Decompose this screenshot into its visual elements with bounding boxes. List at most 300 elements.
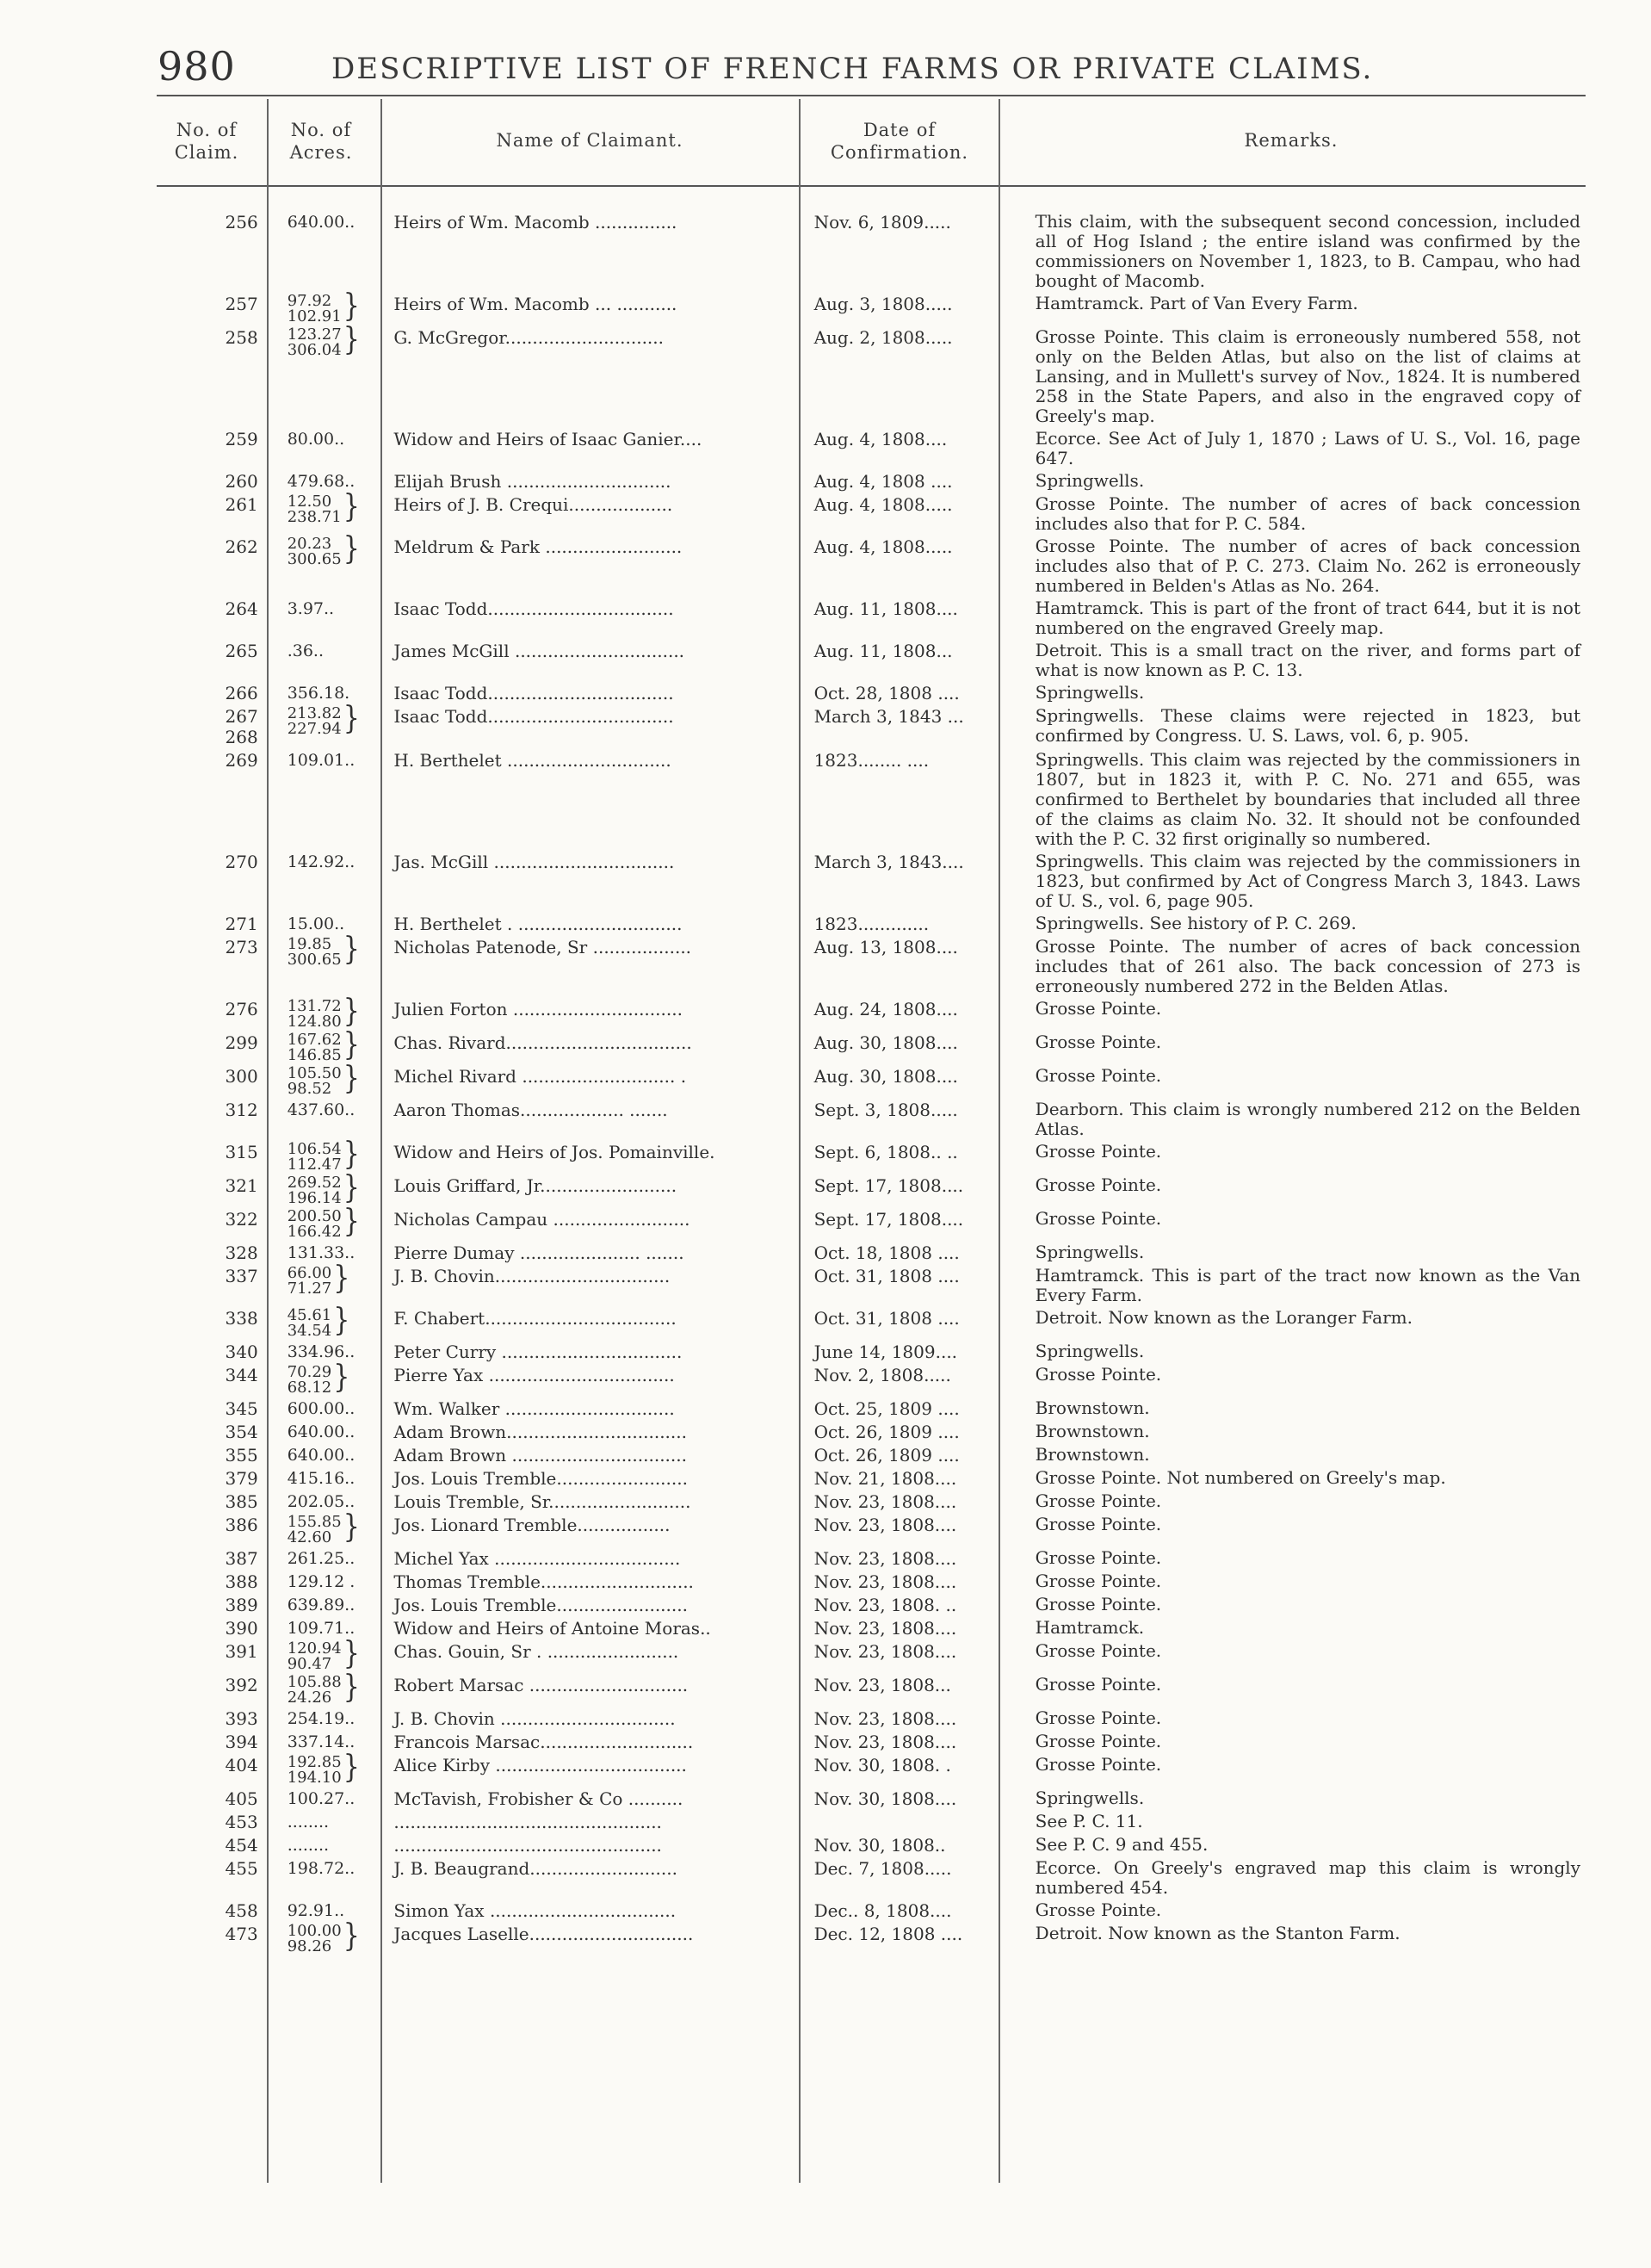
confirmation-date: Aug. 30, 1808.... <box>813 1066 958 1087</box>
confirmation-date: Aug. 4, 1808.... <box>813 429 948 449</box>
header-rule <box>157 185 1586 187</box>
brace-glyph: } <box>343 530 360 567</box>
acres-value: ........ <box>287 1836 330 1855</box>
acres-pair <box>288 1675 342 1706</box>
remarks: Hamtramck. This is part of the tract now known as the Van Every Farm. <box>1035 1265 1580 1305</box>
acres-value: 198.72.. <box>287 1859 356 1878</box>
brace-glyph: } <box>343 993 360 1030</box>
confirmation-date: 1823............. <box>813 914 930 934</box>
claim-number: 355 <box>225 1445 258 1466</box>
claimant-name: Alice Kirby ................................... <box>393 1755 687 1775</box>
claim-number: 394 <box>225 1732 258 1752</box>
acres-value: 105.50 <box>287 1064 342 1082</box>
remarks: Grosse Pointe. <box>1035 1208 1162 1229</box>
claim-number: 392 <box>225 1675 258 1695</box>
claim-number: 261 <box>225 494 258 515</box>
acres-value: 12.50 <box>287 493 332 511</box>
acres-value: 123.27 <box>287 325 342 344</box>
table-row <box>157 749 1586 851</box>
acres-pair <box>288 1515 342 1546</box>
acres-value: 639.89.. <box>287 1596 356 1614</box>
acres-value: 98.52 <box>287 1080 332 1098</box>
confirmation-date: Sept. 17, 1808.... <box>813 1209 964 1230</box>
acres-pair <box>288 1032 342 1063</box>
claim-number: 321 <box>225 1175 258 1196</box>
confirmation-date: Aug. 13, 1808.... <box>813 937 958 957</box>
brace-glyph: } <box>343 931 360 968</box>
acres <box>274 1899 389 1923</box>
confirmation-date: Aug. 11, 1808... <box>813 641 953 661</box>
claim-number: 390 <box>225 1618 258 1639</box>
acres-value: 71.27 <box>287 1280 332 1298</box>
acres-value: 109.71.. <box>287 1619 356 1638</box>
table-row <box>157 1674 1586 1707</box>
running-head: DESCRIPTIVE LIST OF FRENCH FARMS OR PRIVATE CLAIMS. <box>331 52 1374 86</box>
acres <box>274 598 389 640</box>
acres-value: 80.00.. <box>287 430 345 449</box>
brace-glyph: } <box>343 1918 360 1955</box>
claimant-name: Simon Yax .................................. <box>393 1900 677 1921</box>
claimant-name: Louis Tremble, Sr.......................... <box>393 1491 691 1512</box>
table-row <box>157 1099 1586 1141</box>
remarks: Springwells. <box>1035 470 1145 491</box>
claimant-name: Julien Forton ............................... <box>393 999 683 1019</box>
brace-glyph: } <box>343 1509 360 1546</box>
remarks: Grosse Pointe. <box>1035 1571 1162 1591</box>
table-row <box>157 1594 1586 1617</box>
claimant-name: ................................................. <box>393 1812 662 1832</box>
brace-glyph: } <box>343 488 360 525</box>
acres <box>274 1731 389 1754</box>
table-row <box>157 851 1586 913</box>
confirmation-date: Nov. 23, 1808.... <box>813 1732 957 1752</box>
acres-pair <box>288 1308 332 1339</box>
confirmation-date: Aug. 4, 1808 .... <box>813 471 953 492</box>
claimant-name: Isaac Todd.................................. <box>393 683 674 703</box>
acres <box>274 1834 389 1857</box>
table-row <box>157 536 1586 598</box>
table-row <box>157 211 1586 293</box>
acres-value: 100.00 <box>287 1922 342 1940</box>
table-row <box>157 1811 1586 1834</box>
acres <box>274 1026 389 1065</box>
claimant-name: Pierre Dumay ...................... ....... <box>393 1242 684 1263</box>
acres <box>274 1594 389 1617</box>
acres-value: 45.61 <box>287 1306 332 1324</box>
brace-glyph: } <box>343 1026 360 1063</box>
acres-value: 98.26 <box>287 1937 332 1955</box>
claim-number: 271 <box>225 914 258 934</box>
acres-value: 105.88 <box>287 1673 342 1691</box>
table-row <box>157 1341 1586 1364</box>
remarks: Grosse Pointe. This claim is erroneously numbered 558, not only on the Belden Atlas, but also on the list of claims at Lansing, and in Mullett's survey of Nov., 1824. It is numbered 258 in the State Papers, and also in the engraved copy of Greely's map. <box>1035 326 1580 426</box>
acres-value: 300.65 <box>287 550 342 568</box>
claim-number: 264 <box>225 598 258 619</box>
claim-number: 315 <box>225 1142 258 1162</box>
remarks: Springwells. <box>1035 682 1145 703</box>
acres-value: 196.14 <box>287 1189 342 1207</box>
acres <box>274 1669 389 1707</box>
brace-glyph: } <box>343 1635 360 1672</box>
remarks: Grosse Pointe. <box>1035 1065 1162 1086</box>
acres <box>274 1341 389 1364</box>
confirmation-date: Nov. 23, 1808... <box>813 1675 951 1695</box>
table-row <box>157 1754 1586 1788</box>
table-row <box>157 428 1586 470</box>
claim-number: 265 <box>225 641 258 661</box>
acres <box>274 1421 389 1444</box>
acres <box>274 1136 389 1174</box>
claim-number: 259 <box>225 429 258 449</box>
acres-pair <box>288 494 342 525</box>
claim-number: 328 <box>225 1242 258 1263</box>
acres-value: 254.19.. <box>287 1709 356 1728</box>
brace-glyph: } <box>333 1359 350 1396</box>
brace-glyph: } <box>333 1260 350 1297</box>
acres <box>274 1169 389 1208</box>
confirmation-date: Nov. 30, 1808.. <box>813 1835 946 1856</box>
claimant-name: Aaron Thomas................... ....... <box>393 1100 668 1120</box>
header-acres: No. of Acres. <box>289 120 353 163</box>
remarks: Springwells. <box>1035 1242 1145 1262</box>
confirmation-date: Aug. 2, 1808..... <box>813 327 953 348</box>
claim-number: 273 <box>225 937 258 957</box>
acres-value: 269.52 <box>287 1174 342 1192</box>
acres <box>274 321 389 428</box>
claimant-name: Jos. Lionard Tremble................. <box>393 1515 671 1535</box>
table-row <box>157 1032 1586 1065</box>
remarks: Grosse Pointe. <box>1035 1514 1162 1534</box>
claim-number: 270 <box>225 852 258 872</box>
table-row <box>157 1640 1586 1674</box>
brace-glyph: } <box>343 1136 360 1173</box>
table-row <box>157 598 1586 640</box>
acres-value: 19.85 <box>287 935 332 953</box>
acres <box>274 211 389 293</box>
acres-value: 479.68.. <box>287 472 356 491</box>
table-row <box>157 293 1586 326</box>
claimant-name: Isaac Todd.................................. <box>393 598 674 619</box>
remarks: Grosse Pointe. <box>1035 1731 1162 1751</box>
table-row <box>157 1857 1586 1899</box>
confirmation-date: Dec. 12, 1808 .... <box>813 1924 963 1944</box>
claim-number: 337 <box>225 1266 258 1286</box>
remarks: Brownstown. <box>1035 1444 1150 1465</box>
claim-number: 300 <box>225 1066 258 1087</box>
confirmation-date: Nov. 23, 1808.... <box>813 1548 957 1569</box>
acres-value: 70.29 <box>287 1363 332 1381</box>
remarks: Detroit. Now known as the Loranger Farm. <box>1035 1307 1413 1328</box>
acres <box>274 1359 389 1397</box>
claimant-name: Heirs of J. B. Crequi................... <box>393 494 673 515</box>
claim-number: 405 <box>225 1788 258 1809</box>
acres-value: 142.92.. <box>287 852 356 871</box>
claimant-name: ................................................. <box>393 1835 662 1856</box>
table-row <box>157 326 1586 428</box>
remarks: Ecorce. On Greely's engraved map this claim is wrongly numbered 454. <box>1035 1857 1580 1898</box>
acres-value: 167.62 <box>287 1031 342 1049</box>
remarks: Grosse Pointe. <box>1035 1754 1162 1775</box>
acres <box>274 700 389 749</box>
claimant-name: Isaac Todd.................................. <box>393 706 674 727</box>
acres-value: 356.18. <box>287 684 350 703</box>
confirmation-date: Dec.. 8, 1808.... <box>813 1900 952 1921</box>
acres-pair <box>288 937 342 968</box>
acres-pair <box>288 1755 342 1786</box>
acres-pair <box>288 1175 342 1206</box>
table-row <box>157 1397 1586 1421</box>
acres <box>274 1467 389 1490</box>
claimant-name: J. B. Beaugrand........................... <box>393 1858 677 1879</box>
acres-value: 640.00.. <box>287 213 356 232</box>
acres-value: 112.47 <box>287 1156 342 1174</box>
top-rule <box>157 95 1586 96</box>
acres-pair <box>288 1641 342 1672</box>
brace-glyph: } <box>343 288 360 325</box>
remarks: Grosse Pointe. <box>1035 1674 1162 1695</box>
acres <box>274 1444 389 1467</box>
claimant-name: Chas. Gouin, Sr . ........................ <box>393 1641 679 1662</box>
acres-value: 66.00 <box>287 1264 332 1282</box>
acres-value: 300.65 <box>287 951 342 969</box>
header-claim-no: No. of Claim. <box>174 120 239 163</box>
acres-value: 131.33.. <box>287 1243 356 1262</box>
acres-value: 437.60.. <box>287 1100 356 1119</box>
claim-number: 387 <box>225 1548 258 1569</box>
claim-number: 340 <box>225 1342 258 1362</box>
acres-value: 261.25.. <box>287 1549 356 1568</box>
claim-number: 276 <box>225 999 258 1019</box>
claimant-name: Elijah Brush .............................. <box>393 471 671 492</box>
acres <box>274 1490 389 1514</box>
claim-number: 379 <box>225 1468 258 1489</box>
acres-pair <box>288 999 342 1030</box>
acres-value: 124.80 <box>287 1013 342 1031</box>
remarks: This claim, with the subsequent second concession, included all of Hog Island ; the entire island was confirmed by the commissioners on November 1, 1823, to B. Campau, who had bought of Macomb. <box>1035 211 1580 291</box>
acres-value: 68.12 <box>287 1379 332 1397</box>
remarks: Springwells. <box>1035 1341 1145 1361</box>
claim-number: 266 <box>225 683 258 703</box>
table-row <box>157 1788 1586 1811</box>
acres-value: 90.47 <box>287 1655 332 1673</box>
confirmation-date: Aug. 4, 1808..... <box>813 494 953 515</box>
acres-value: 600.00.. <box>287 1399 356 1418</box>
claimant-name: Pierre Yax .................................. <box>393 1365 675 1385</box>
confirmation-date: Nov. 23, 1808.... <box>813 1618 957 1639</box>
acres-pair <box>288 1066 342 1097</box>
remarks: Grosse Pointe. <box>1035 1899 1162 1920</box>
acres-value: 24.26 <box>287 1689 332 1707</box>
brace-glyph: } <box>343 700 360 737</box>
acres <box>274 749 389 851</box>
acres <box>274 470 389 493</box>
acres-value: 120.94 <box>287 1639 342 1658</box>
claimant-name: Robert Marsac ............................. <box>393 1675 689 1695</box>
acres <box>274 1857 389 1899</box>
table-row <box>157 1514 1586 1547</box>
claimant-name: Heirs of Wm. Macomb ............... <box>393 212 677 232</box>
acres <box>274 488 389 536</box>
claim-number: 354 <box>225 1422 258 1442</box>
table-row <box>157 705 1586 749</box>
claimant-name: J. B. Chovin................................ <box>393 1266 671 1286</box>
acres-value: 34.54 <box>287 1322 332 1340</box>
claim-number: 322 <box>225 1209 258 1230</box>
acres-value: 97.92 <box>287 292 332 310</box>
acres-value: ........ <box>287 1813 330 1831</box>
claim-number: 404 <box>225 1755 258 1775</box>
acres <box>274 1302 389 1341</box>
acres-value: 166.42 <box>287 1223 342 1241</box>
claimant-name: G. McGregor............................. <box>393 327 664 348</box>
remarks: Grosse Pointe. <box>1035 1707 1162 1728</box>
acres <box>274 1260 389 1307</box>
acres-value: 155.85 <box>287 1513 342 1531</box>
claim-number: 391 <box>225 1641 258 1662</box>
claimant-name: Widow and Heirs of Antoine Moras.. <box>393 1618 711 1639</box>
remarks: Grosse Pointe. <box>1035 1594 1162 1614</box>
acres <box>274 1918 389 1956</box>
acres-pair <box>288 1924 342 1955</box>
table-row <box>157 1731 1586 1754</box>
claimant-name: Meldrum & Park ......................... <box>393 536 683 557</box>
remarks: Detroit. This is a small tract on the river, and forms part of what is now known as P. C. 13. <box>1035 640 1580 680</box>
claimant-name: H. Berthelet . .............................. <box>393 914 683 934</box>
brace-glyph: } <box>343 1669 360 1706</box>
claim-number: 454 <box>225 1835 258 1856</box>
remarks: Hamtramck. <box>1035 1617 1145 1638</box>
acres <box>274 1811 389 1834</box>
confirmation-date: March 3, 1843 ... <box>813 706 964 727</box>
claimant-name: Jacques Laselle.............................. <box>393 1924 694 1944</box>
claimant-name: Michel Yax .................................. <box>393 1548 681 1569</box>
confirmation-date: March 3, 1843.... <box>813 852 964 872</box>
confirmation-date <box>809 1811 1020 1834</box>
claim-number: 393 <box>225 1708 258 1729</box>
acres <box>274 640 389 682</box>
remarks: Hamtramck. This is part of the front of tract 644, but it is not numbered on the engraved Greely map. <box>1035 598 1580 638</box>
claimant-name: Chas. Rivard.................................. <box>393 1032 692 1053</box>
table-row <box>157 1364 1586 1397</box>
acres-value: 200.50 <box>287 1207 342 1225</box>
remarks: Grosse Pointe. The number of acres of back concession includes also that of P. C. 273. Claim No. 262 is erroneously numbered in Belden's Atlas as No. 264. <box>1035 536 1580 596</box>
confirmation-date: Oct. 31, 1808 .... <box>813 1266 960 1286</box>
acres <box>274 1509 389 1547</box>
remarks: See P. C. 11. <box>1035 1811 1143 1831</box>
claim-number: 299 <box>225 1032 258 1053</box>
remarks: Grosse Pointe. <box>1035 1490 1162 1511</box>
confirmation-date: Sept. 6, 1808.. .. <box>813 1142 958 1162</box>
confirmation-date: Oct. 31, 1808 .... <box>813 1308 960 1329</box>
claimant-name: Widow and Heirs of Jos. Pomainville. <box>393 1142 715 1162</box>
acres-pair <box>288 1142 342 1173</box>
remarks: Grosse Pointe. The number of acres of back concession includes that of 261 also. The back concession of 273 is erroneously numbered 272 in the Belden Atlas. <box>1035 936 1580 996</box>
acres-value: 100.27.. <box>287 1789 356 1808</box>
acres-value: .36.. <box>287 641 324 660</box>
acres-value: 194.10 <box>287 1769 342 1787</box>
table-row <box>157 470 1586 493</box>
acres <box>274 993 389 1032</box>
claimant-name: Nicholas Campau ......................... <box>393 1209 690 1230</box>
header-claimant: Name of Claimant. <box>496 130 683 151</box>
claimant-name: Nicholas Patenode, Sr .................. <box>393 937 692 957</box>
acres-value: 337.14.. <box>287 1732 356 1751</box>
claim-number: 312 <box>225 1100 258 1120</box>
confirmation-date: Nov. 2, 1808..... <box>813 1365 951 1385</box>
header-date: Date of Confirmation. <box>830 120 969 163</box>
acres-value: 227.94 <box>287 720 342 738</box>
acres-value: 238.71 <box>287 508 342 526</box>
acres-value: 202.05.. <box>287 1492 356 1511</box>
claim-number: 269 <box>225 750 258 771</box>
confirmation-date: Nov. 6, 1809..... <box>813 212 951 232</box>
acres <box>274 682 389 705</box>
acres-value: 306.04 <box>287 341 342 359</box>
claimant-name: McTavish, Frobisher & Co .......... <box>393 1788 683 1809</box>
table-row <box>157 1208 1586 1242</box>
claim-number: 388 <box>225 1571 258 1592</box>
confirmation-date: Oct. 26, 1809 .... <box>813 1422 960 1442</box>
remarks: Detroit. Now known as the Stanton Farm. <box>1035 1923 1401 1943</box>
acres-value: 415.16.. <box>287 1469 356 1488</box>
table-row <box>157 493 1586 536</box>
brace-glyph: } <box>333 1302 350 1339</box>
table-row <box>157 1490 1586 1514</box>
acres-value: 640.00.. <box>287 1422 356 1441</box>
brace-glyph: } <box>343 1749 360 1786</box>
remarks: Grosse Pointe. <box>1035 998 1162 1019</box>
claimant-name: Adam Brown................................. <box>393 1422 687 1442</box>
remarks: Springwells. These claims were rejected in 1823, but confirmed by Congress. U. S. Laws, vol. 6, p. 905. <box>1035 705 1580 746</box>
claim-number: 257 <box>225 294 258 314</box>
claim-number: 453 <box>225 1812 258 1832</box>
remarks: Grosse Pointe. <box>1035 1032 1162 1052</box>
acres <box>274 1707 389 1731</box>
acres <box>274 913 389 936</box>
confirmation-date: Dec. 7, 1808..... <box>813 1858 952 1879</box>
acres-value: 129.12 . <box>287 1572 356 1591</box>
remarks: Brownstown. <box>1035 1397 1150 1418</box>
header-remarks: Remarks. <box>1244 130 1339 151</box>
confirmation-date: Nov. 30, 1808. . <box>813 1755 951 1775</box>
confirmation-date: Nov. 23, 1808.... <box>813 1571 957 1592</box>
acres <box>274 288 389 326</box>
acres-value: 192.85 <box>287 1753 342 1771</box>
acres-pair <box>288 1209 342 1240</box>
table-row <box>157 1707 1586 1731</box>
remarks: See P. C. 9 and 455. <box>1035 1834 1209 1855</box>
table-row <box>157 1467 1586 1490</box>
acres <box>274 851 389 913</box>
table-row <box>157 1307 1586 1341</box>
table-row <box>157 1242 1586 1265</box>
acres <box>274 1099 389 1141</box>
acres-value: 213.82 <box>287 704 342 722</box>
claim-number: 256 <box>225 212 258 232</box>
acres-pair <box>288 536 342 567</box>
confirmation-date: Nov. 23, 1808.... <box>813 1515 957 1535</box>
acres-value: 131.72 <box>287 997 342 1015</box>
claimant-name: Francois Marsac............................ <box>393 1732 694 1752</box>
confirmation-date: Nov. 23, 1808. .. <box>813 1595 957 1615</box>
acres <box>274 1060 389 1099</box>
brace-glyph: } <box>343 321 360 358</box>
remarks: Ecorce. See Act of July 1, 1870 ; Laws of U. S., Vol. 16, page 647. <box>1035 428 1580 468</box>
acres-pair <box>288 327 342 358</box>
acres <box>274 1203 389 1242</box>
acres-value: 102.91 <box>287 307 342 325</box>
remarks: Brownstown. <box>1035 1421 1150 1441</box>
